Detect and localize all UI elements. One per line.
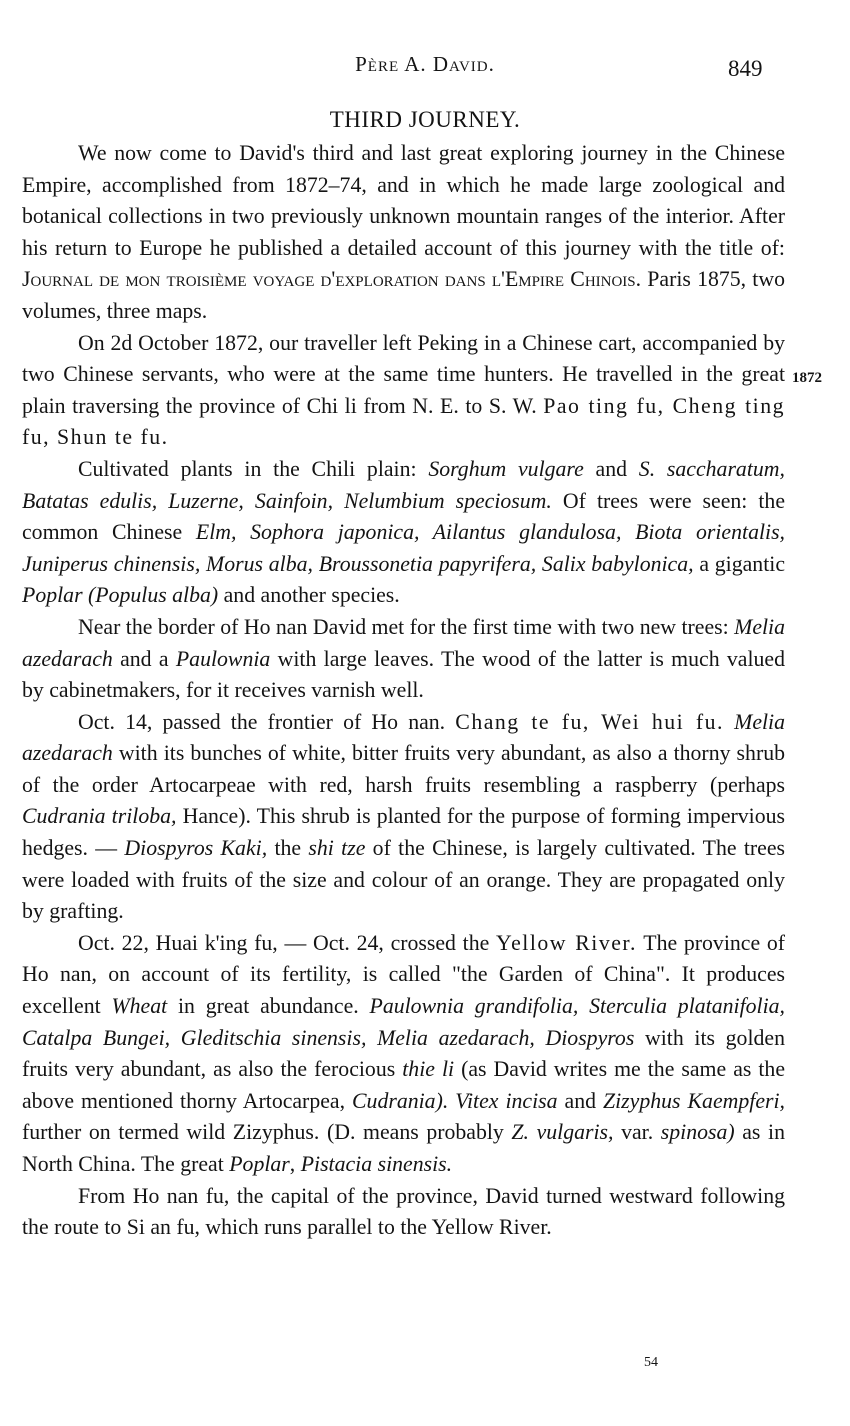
paragraph-4: [22, 612, 785, 707]
species-name: Melia azedarach: [22, 709, 785, 766]
text-run: further on termed wild Zizyphus. (D. means probably: [22, 1120, 512, 1145]
place-names: Chang te fu, Wei hui fu.: [455, 709, 724, 734]
paragraph-1: [22, 138, 785, 328]
species-name: Cudrania triloba,: [22, 804, 177, 829]
text-run: ,: [289, 1152, 301, 1176]
margin-note-year: 1872: [792, 370, 822, 386]
species-name: S. saccharatum, Batatas edulis, Luzerne, Sainfoin, Nelumbium speciosum.: [22, 456, 785, 513]
species-name: Z. vulgaris,: [511, 1120, 614, 1145]
page-number: 849: [728, 56, 763, 81]
paragraph-2: [22, 328, 785, 454]
species-name: Melia azedarach: [22, 614, 785, 671]
species-name: Wheat: [111, 994, 168, 1019]
text-run: Oct. 22, Huai k'ing fu, — Oct. 24, crossed the: [78, 930, 497, 955]
text-run: in great abundance.: [167, 994, 370, 1019]
signature-mark: 54: [644, 1355, 658, 1370]
text-run: and: [583, 456, 639, 481]
text-run: as in North China. The great: [22, 1120, 785, 1176]
species-name: Sorghum vulgare: [428, 456, 584, 481]
species-name: Poplar (Populus alba): [22, 583, 219, 608]
place-names: Pao ting fu, Cheng ting fu, Shun te fu.: [22, 393, 786, 450]
running-head-text: Père A. David.: [355, 52, 495, 76]
text-run: Oct. 14, passed the frontier of Ho nan.: [78, 709, 456, 734]
text-run: Hance). This shrub is planted for the purpose of forming impervious hedges. —: [22, 804, 785, 861]
text-run: (as David writes me the same as the above mentioned thorny Artocarpea,: [22, 1057, 786, 1113]
species-name: Paulownia: [175, 646, 271, 671]
text-run: [724, 710, 734, 734]
species-name: Zizyphus Kaempferi,: [603, 1088, 785, 1113]
text-run: and a: [112, 646, 176, 671]
species-name: Cudrania). Vitex incisa: [352, 1088, 558, 1113]
species-name: Diospyros Kaki,: [124, 836, 268, 861]
text-run: Paris 1875, two volumes, three maps.: [22, 267, 785, 323]
chinese-name: thie li: [402, 1057, 455, 1082]
text-run: of the Chinese, is largely cultivated. The trees were loaded with fruits of the size and colour of an orange. They are propagated only by grafting.: [22, 836, 786, 924]
paragraph-6: [22, 928, 785, 1181]
text-run: and another species.: [218, 583, 400, 608]
text-run: From Ho nan fu, the capital of the province, David turned westward following the route to Si an fu, which runs parallel to the Yellow River.: [22, 1183, 785, 1240]
body-text: [22, 138, 785, 1244]
text-run: The province of Ho nan, on account of its fertility, is called "the Garden of China". It produces excellent: [22, 930, 786, 1019]
paragraph-7: [22, 1181, 785, 1244]
species-name: Pistacia sinensis.: [300, 1152, 453, 1176]
place-name: Yellow River.: [496, 930, 637, 955]
text-run: We now come to David's third and last great exploring journey in the Chinese Empire, accomplished from 1872–74, and in which he made large zoological and botanical collections in two previously unknown mountain ranges of the interior. After his return to Europe he published a detailed account of this journey with the title of:: [22, 141, 785, 260]
text-run: Near the border of Ho nan David met for the first time with two new trees:: [78, 614, 735, 639]
book-title: Journal de mon troisième voyage d'exploration dans l'Empire Chinois.: [22, 267, 642, 292]
chinese-name: shi tze: [308, 836, 366, 861]
text-run: Of trees were seen: the common Chinese: [22, 488, 785, 545]
species-name: Elm, Sophora japonica, Ailantus glandulosa, Biota orientalis, Juniperus chinensis, Morus alba, Broussonetia papyrifera, Salix babylonica,: [22, 520, 786, 576]
paragraph-5: [22, 707, 785, 928]
paragraph-3: [22, 454, 785, 612]
species-name: Paulownia grandifolia, Sterculia platanifolia, Catalpa Bungei, Gleditschia sinensis, Melia azedarach, Diospyros: [22, 994, 785, 1050]
text-run: and: [557, 1088, 603, 1113]
text-run: a gigantic: [693, 551, 785, 576]
section-title: THIRD JOURNEY.: [329, 107, 521, 132]
running-head: [0, 52, 850, 77]
text-run: with its golden fruits very abundant, as also the ferocious: [22, 1025, 785, 1082]
text-run: On 2d October 1872, our traveller left Peking in a Chinese cart, accompanied by two Chinese servants, who were at the same time hunters. He travelled in the great plain traversing the province of Chi li from N. E. to S. W.: [22, 330, 785, 418]
text-run: Cultivated plants in the Chili plain:: [78, 456, 429, 481]
text-run: the: [267, 836, 309, 861]
text-run: with large leaves. The wood of the latter is much valued by cabinetmakers, for it receives varnish well.: [22, 646, 785, 703]
text-run: with its bunches of white, bitter fruits very abundant, as also a thorny shrub of the order Artocarpeae with red, harsh fruits resembling a raspberry (perhaps: [22, 741, 785, 797]
species-name: Poplar: [229, 1152, 290, 1176]
species-name: spinosa): [660, 1120, 735, 1145]
text-run: var.: [613, 1120, 661, 1145]
